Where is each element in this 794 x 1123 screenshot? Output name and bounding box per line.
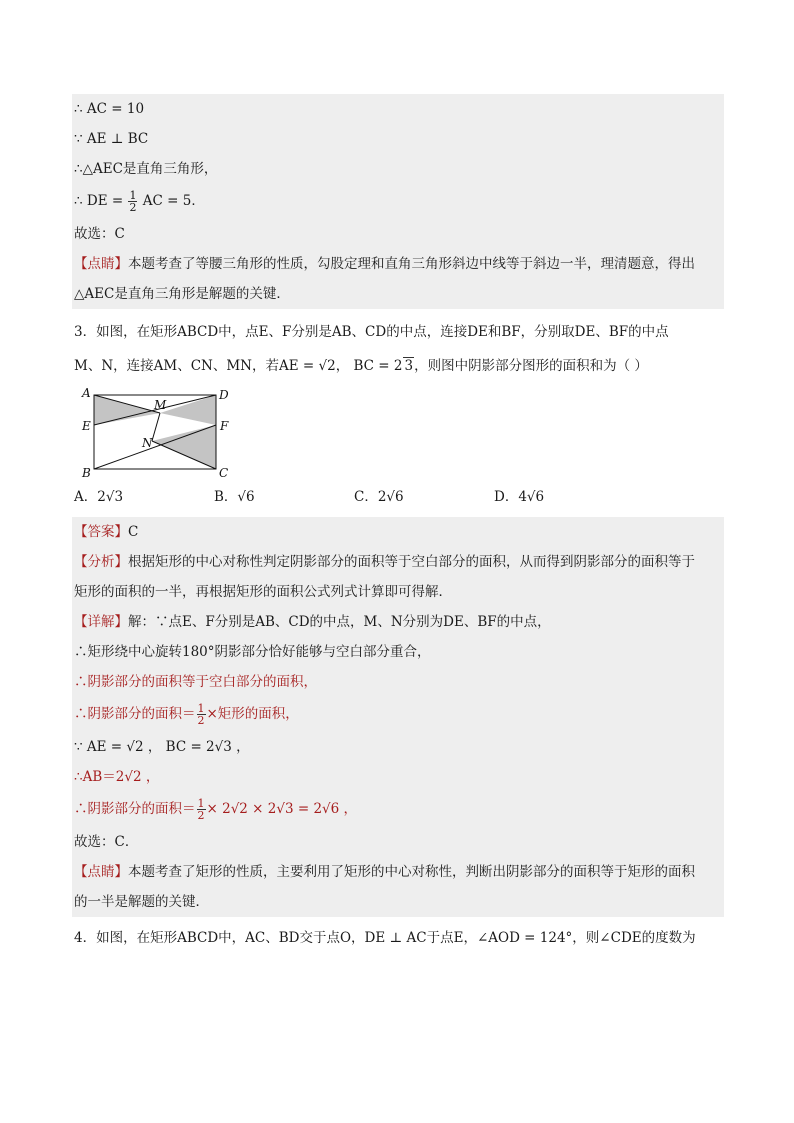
text-line: ∴ DE = $\frac{1}{2}$ AC = 5． — [74, 189, 205, 214]
fraction-half: $\frac{1}{2}$ — [129, 189, 137, 214]
question-stem: 3．如图，在矩形ABCD中，点E、F分别是AB、CD的中点，连接DE和BF，分别取DE、BF的中点 — [74, 324, 669, 340]
question-4-stem: 4．如图，在矩形ABCD中，AC、BD交于点O，DE ⊥ AC于点E，∠AOD = 124°，则∠CDE的度数为 — [74, 930, 696, 946]
note-tag: 【点睛】 — [74, 256, 128, 272]
analysis-line: 【分析】根据矩形的中心对称性判定阴影部分的面积等于空白部分的面积，从而得到阴影部分的面积等于 — [74, 554, 695, 570]
question-stem: M、N，连接AM、CN、MN，若AE = √2， BC = 2 3，则图中阴影部分图形的面积和为（ ） — [74, 358, 648, 374]
solution-block-q2 — [72, 94, 724, 309]
analysis-tag: 【分析】 — [74, 554, 128, 570]
note-line: 【点睛】本题考查了矩形的性质，主要利用了矩形的中心对称性，判断出阴影部分的面积等于矩形的面积 — [74, 864, 695, 880]
text-line: ∵ AE = √2 ， BC = 2√3 ， — [74, 739, 250, 755]
shaded-triangle-bottom — [152, 425, 216, 469]
text-line: 矩形的面积的一半，再根据矩形的面积公式列式计算即可得解． — [74, 584, 452, 600]
text-line: ∴阴影部分的面积＝ $\frac{1}{2}$ ×矩形的面积， — [74, 702, 299, 727]
label-E: E — [82, 419, 91, 433]
option-a: A．2√3 — [74, 489, 124, 505]
choice-line: 故选：C — [74, 226, 125, 242]
option-d: D．4√6 — [494, 489, 545, 505]
rectangle-figure — [78, 387, 238, 479]
solution-block-q3 — [72, 517, 724, 917]
label-N: N — [142, 436, 153, 450]
label-A: A — [82, 387, 91, 400]
text-line: ∴AB＝2√2 ， — [74, 769, 160, 785]
option-c: C．2√6 — [354, 489, 404, 505]
text-line: ∴阴影部分的面积＝ $\frac{1}{2}$ × 2√2 × 2√3 = 2√6 ， — [74, 797, 358, 822]
answer-tag: 【答案】 — [74, 524, 128, 540]
label-F: F — [220, 419, 229, 433]
fraction-half: $\frac{1}{2}$ — [197, 797, 205, 822]
option-b: B．√6 — [214, 489, 255, 505]
page-content — [72, 94, 724, 953]
note-line: 【点睛】本题考查了等腰三角形的性质，勾股定理和直角三角形斜边中线等于斜边一半，理清题意，得出 — [74, 256, 695, 272]
text-line: ∴△AEC是直角三角形， — [74, 161, 218, 177]
fraction-half: $\frac{1}{2}$ — [197, 702, 205, 727]
choice-line: 故选：C． — [74, 834, 139, 850]
label-M: M — [154, 398, 167, 412]
text-line: 的一半是解题的关键． — [74, 894, 209, 910]
note-tag: 【点睛】 — [74, 864, 128, 880]
text-line: ∴矩形绕中心旋转180°阴影部分恰好能够与空白部分重合， — [74, 644, 431, 660]
label-B: B — [82, 466, 91, 479]
detail-line: 【详解】解：∵点E、F分别是AB、CD的中点，M、N分别为DE、BF的中点， — [74, 614, 551, 630]
label-C: C — [219, 466, 229, 479]
question-3 — [72, 309, 724, 511]
text-line: ∴ AC = 10 — [74, 101, 145, 117]
detail-tag: 【详解】 — [74, 614, 128, 630]
text-line: ∵ AE ⊥ BC — [74, 131, 149, 147]
label-D: D — [219, 388, 229, 402]
answer-line: 【答案】C — [74, 524, 139, 540]
text-line: ∴阴影部分的面积等于空白部分的面积， — [74, 674, 317, 690]
shaded-quad-right — [160, 395, 216, 425]
text-line: △AEC是直角三角形是解题的关键． — [74, 286, 290, 302]
options-row — [72, 479, 724, 511]
